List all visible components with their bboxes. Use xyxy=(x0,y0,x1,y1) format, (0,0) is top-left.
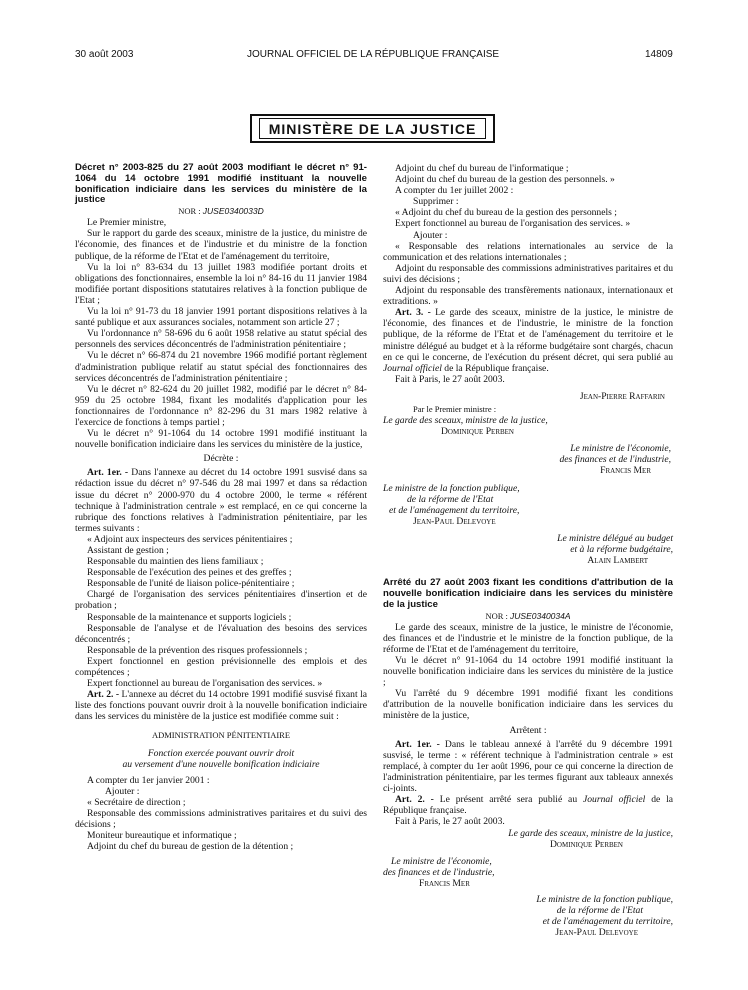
header-page-number: 14809 xyxy=(645,49,673,60)
signature-block xyxy=(383,443,671,476)
signatory-title: Le ministre de l'économie, xyxy=(391,855,492,867)
instruction-add: Ajouter : xyxy=(105,785,140,797)
signatory-name: Jean-Pierre Raffarin xyxy=(579,390,665,402)
decree-title: Décret n° 2003-825 du 27 août 2003 modifiant le décret n° 91-1064 du 14 octobre 1991 modifié instituant la nouvelle bonification indiciaire dans les services du ministère de la justice xyxy=(75,162,367,206)
signatory-title: Le garde des sceaux, ministre de la justice, xyxy=(508,828,673,840)
list-item: Adjoint du chef du bureau de l'informatique ; xyxy=(395,163,569,174)
signature-by: Par le Premier ministre : xyxy=(413,403,497,414)
ministry-heading: MINISTÈRE DE LA JUSTICE xyxy=(259,118,486,139)
signatory-title: des finances et de l'industrie, xyxy=(383,866,495,878)
instruction-add: Ajouter : xyxy=(413,229,448,241)
list-item: Responsable de la maintenance et supports logiciels ; xyxy=(87,611,292,623)
decree-nor: NOR : JUSE0340033D xyxy=(178,206,264,217)
decree-decrete: Décrète : xyxy=(203,453,239,465)
signatory-name: Alain Lambert xyxy=(587,555,648,567)
section-subheading: au versement d'une nouvelle bonification indiciaire xyxy=(122,758,320,770)
effective-date: A compter du 1er janvier 2001 : xyxy=(87,774,210,786)
decree-article-1: Art. 1er. - Dans l'annexe au décret du 14 octobre 1991 susvisé dans sa rédaction issue du décret n° 97-546 du 28 mai 1997 et dans sa rédaction issue du décret n° 2000-970 du 4 octobre 2000, le terme « référent technique à l'administration centrale » est remplacé, en ce qui concerne la rubrique des fonctions relatives à l'administration pénitentiaire, par les termes suivants : xyxy=(75,467,367,534)
list-item: « Adjoint aux inspecteurs des services pénitentiaires ; xyxy=(87,533,293,545)
signatory-title: Le garde des sceaux, ministre de la justice, xyxy=(383,415,548,427)
decree-visa: Vu le décret n° 91-1064 du 14 octobre 1991 modifié instituant la nouvelle bonification indiciaire dans les services du ministère de la justice, xyxy=(75,428,367,451)
list-item: Responsable de l'unité de liaison police-pénitentiaire ; xyxy=(87,578,295,590)
arrete-intro: Le garde des sceaux, ministre de la justice, le ministre de l'économie, des finances et de l'industrie et le ministre de la fonction publique, de la réforme de l'Etat et de l'aménagement du territoire, xyxy=(383,621,673,655)
signatory-title: et à la réforme budgétaire, xyxy=(570,544,673,555)
signatory-name: Jean-Paul Delevoye xyxy=(555,927,638,939)
list-item: Responsable de l'analyse et de l'évaluation des besoins des services déconcentrés ; xyxy=(75,622,367,645)
section-heading: ADMINISTRATION PÉNITENTIAIRE xyxy=(151,729,291,740)
list-item: « Secrétaire de direction ; xyxy=(87,796,186,808)
arrete-nor: NOR : JUSE0340034A xyxy=(485,610,571,621)
list-item: Moniteur bureautique et informatique ; xyxy=(87,830,237,842)
signature-block xyxy=(383,828,673,850)
signature-place-date: Fait à Paris, le 27 août 2003. xyxy=(395,816,505,828)
signatory-name: Dominique Perben xyxy=(550,839,623,851)
signature-block xyxy=(383,894,673,938)
header-journal: JOURNAL OFFICIEL DE LA RÉPUBLIQUE FRANÇAISE xyxy=(247,49,500,60)
decree-visa: Vu la loi n° 91-73 du 18 janvier 1991 portant dispositions relatives à la santé publique et aux assurances sociales, notamment son article 27 ; xyxy=(75,306,367,329)
decree-article-2: Art. 2. - L'annexe au décret du 14 octobre 1991 modifié susvisé fixant la liste des fonctions pouvant ouvrir droit à la nouvelle bonification indiciaire dans les services du ministère de la justice est modifiée comme suit : xyxy=(75,689,367,723)
arrete-title: Arrêté du 27 août 2003 fixant les conditions d'attribution de la nouvelle bonification indiciaire dans les services du ministère de la justice xyxy=(383,577,673,610)
list-item: Expert fonctionnel au bureau de l'organisation des services. » xyxy=(87,678,323,690)
arrete-visa: Vu le décret n° 91-1064 du 14 octobre 1991 modifié instituant la nouvelle bonification indiciaire dans les services du ministère de la justice ; xyxy=(383,654,673,689)
signatory-title: et de l'aménagement du territoire, xyxy=(542,916,673,928)
decree-visa: Vu la loi n° 83-634 du 13 juillet 1983 modifiée portant droits et obligations des fonctionnaires, ensemble la loi n° 84-16 du 11 janvier 1984 modifiée portant dispositions statutaires relatives à la fonction publique de l'Etat ; xyxy=(75,261,367,306)
signatory-name: Dominique Perben xyxy=(441,426,514,438)
signatory-name: Francis Mer xyxy=(419,877,470,889)
list-item: Adjoint du responsable des transfèrements nationaux, internationaux et extraditions. » xyxy=(383,285,673,308)
left-column xyxy=(75,163,367,852)
signature-place-date: Fait à Paris, le 27 août 2003. xyxy=(395,373,505,385)
signatory-title: des finances et de l'industrie, xyxy=(559,454,671,466)
signature-block xyxy=(383,856,673,889)
list-item: Responsable du maintien des liens familiaux ; xyxy=(87,556,264,568)
list-item: Responsable de la prévention des risques professionnels ; xyxy=(87,644,308,656)
list-item: Expert fonctionnel au bureau de l'organisation des services. » xyxy=(395,218,631,230)
decree-article-3: Art. 3. - Le garde des sceaux, ministre de la justice, le ministre de l'économie, des finances et de l'industrie, le ministre de la fonction publique, de la réforme de l'Etat et de l'aménagement du territoire et le ministre délégué au budget et à la réforme budgétaire sont chargés, chacun en ce qui le concerne, de l'exécution du présent décret, qui sera publié au Journal officiel de la République française. xyxy=(383,307,673,374)
signatory-title: de la réforme de l'Etat xyxy=(556,904,643,916)
list-item: Responsable des commissions administratives paritaires et du suivi des décisions ; xyxy=(75,808,367,831)
list-item: Adjoint du chef du bureau de gestion de la détention ; xyxy=(87,841,294,853)
arrete-article-2: Art. 2. - Le présent arrêté sera publié au Journal officiel de la République française. xyxy=(383,794,674,817)
signatory-title: Le ministre de la fonction publique, xyxy=(383,482,520,494)
list-item: « Responsable des relations internationales au service de la communication et des relations internationales ; xyxy=(383,240,673,263)
signatory-title: Le ministre de l'économie, xyxy=(570,443,671,455)
signatory-name: Francis Mer xyxy=(600,465,651,477)
instruction-remove: Supprimer : xyxy=(413,196,459,208)
list-item: Adjoint du chef du bureau de la gestion des personnels. » xyxy=(395,174,615,186)
arrete-visa: Vu l'arrêté du 9 décembre 1991 modifié fixant les conditions d'attribution de la nouvelle bonification indiciaire dans les services du ministère de la justice, xyxy=(383,688,673,722)
list-item: Responsable de l'exécution des peines et des greffes ; xyxy=(87,567,292,579)
ministry-heading-box xyxy=(250,114,495,143)
signature-block xyxy=(383,533,673,566)
list-item: Chargé de l'organisation des services pénitentiaires d'insertion et de probation ; xyxy=(75,589,367,612)
decree-intro: Le Premier ministre, xyxy=(87,217,167,229)
signatory-name: Jean-Paul Delevoye xyxy=(413,515,496,527)
list-item: Assistant de gestion ; xyxy=(87,545,169,556)
list-item: « Adjoint du chef du bureau de la gestion des personnels ; xyxy=(395,207,617,219)
right-column xyxy=(383,163,673,938)
decree-visa: Sur le rapport du garde des sceaux, ministre de la justice, du ministre de l'économie, des finances et de l'industrie et du ministre de la fonction publique, de la réforme de l'Etat et de l'aménagement du territoire, xyxy=(75,228,367,262)
arrete-arretent: Arrêtent : xyxy=(509,724,547,736)
effective-date: A compter du 1er juillet 2002 : xyxy=(395,185,514,197)
list-item: Expert fonctionnel en gestion prévisionnelle des emplois et des compétences ; xyxy=(75,655,367,679)
signatory-title: Le ministre de la fonction publique, xyxy=(536,893,673,905)
section-subheading: Fonction exercée pouvant ouvrir droit xyxy=(147,747,295,759)
signatory-title: de la réforme de l'Etat xyxy=(407,493,494,505)
header-date: 30 août 2003 xyxy=(75,49,134,60)
arrete-article-1: Art. 1er. - Dans le tableau annexé à l'arrêté du 9 décembre 1991 susvisé, le terme : « référent technique à l'administration centrale » est remplacé, à compter du 1er août 1996, pour ce qui concerne la direction de l'administration pénitentiaire, par les termes figurant aux tableaux annexés ci-joints. xyxy=(383,738,674,794)
signature-block xyxy=(383,483,673,527)
decree-visa: Vu le décret n° 82-624 du 20 juillet 1982, modifié par le décret n° 84-959 du 25 octobre 1984, fixant les modalités d'application pour les fonctionnaires de l'ordonnance n° 82-296 du 31 mars 1982 relative à l'exercice de fonctions à temps partiel ; xyxy=(75,383,367,428)
decree-visa: Vu l'ordonnance n° 58-696 du 6 août 1958 relative au statut spécial des personnels des services déconcentrés de l'administration pénitentiaire ; xyxy=(75,328,367,351)
signatory-title: et de l'aménagement du territoire, xyxy=(389,504,520,516)
decree-visa: Vu le décret n° 66-874 du 21 novembre 1966 modifié portant règlement d'administration publique relatif au statut spécial des fonctionnaires des services déconcentrés de l'administration pénitentiaire ; xyxy=(75,350,367,384)
list-item: Adjoint du responsable des commissions administratives paritaires et du suivi des décisions ; xyxy=(383,262,673,285)
signatory-title: Le ministre délégué au budget xyxy=(557,532,673,544)
